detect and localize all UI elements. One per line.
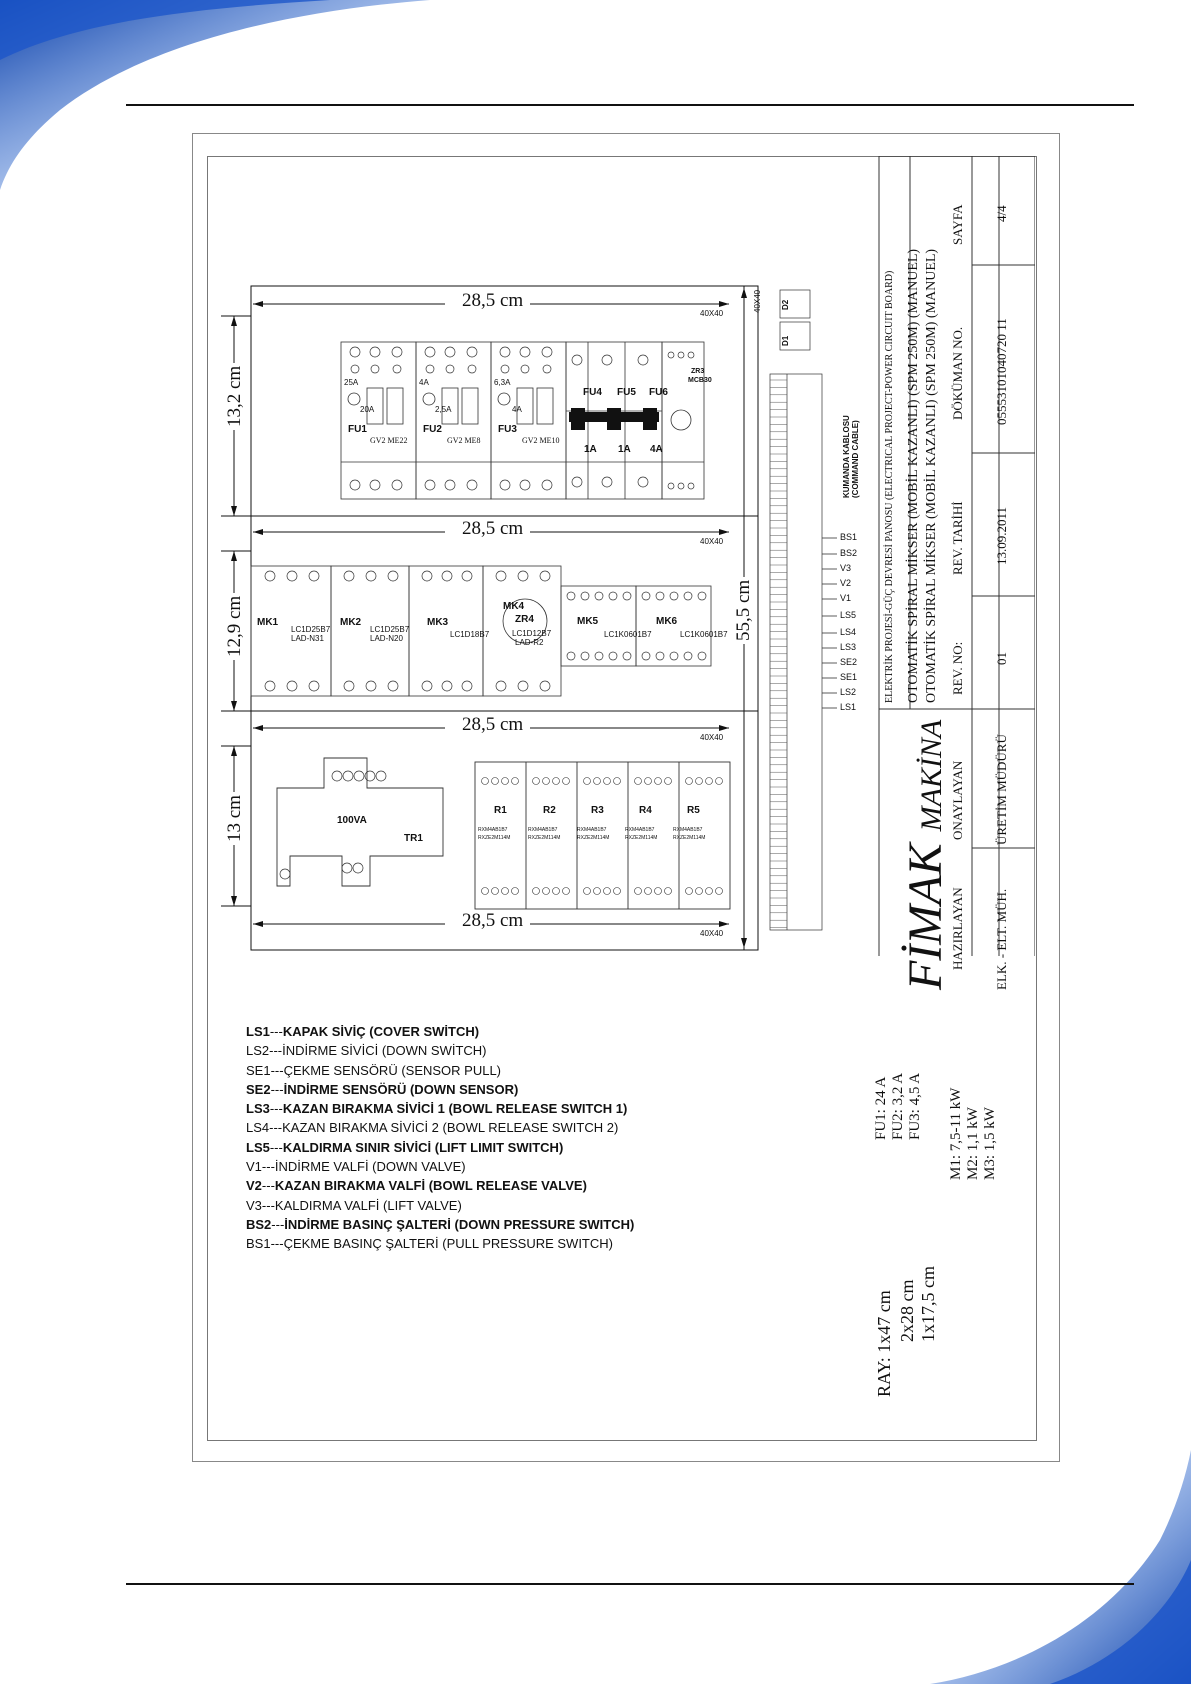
spec-m3: M3: 1,5 kW [982, 1107, 998, 1180]
relay-r1-code: RXM4AB1B7 [478, 827, 508, 833]
transformer-power: 100VA [337, 815, 367, 826]
rail-tag-vertical: 40X40 [753, 289, 762, 313]
fu5-label: FU5 [617, 387, 636, 398]
legend-separator: --- [261, 1159, 275, 1175]
diode-d1: D1 [781, 335, 790, 346]
dim-height-2: 12,9 cm [224, 593, 246, 660]
spec-m2: M2: 1,1 kW [965, 1107, 981, 1180]
out-ls5: LS5 [840, 610, 857, 620]
legend-list [246, 1022, 634, 1254]
fu1-label: FU1 [348, 424, 367, 435]
legend-item [246, 1118, 634, 1137]
page-label: SAYFA [950, 204, 965, 245]
mk1-aux: LAD-N31 [291, 634, 324, 643]
dim-width-top: 28,5 cm [458, 290, 527, 312]
relay-r5-code: RXM4AB1B7 [673, 827, 703, 833]
rail-tag-1: 40X40 [700, 309, 724, 318]
dim-height-1: 13,2 cm [224, 363, 246, 430]
relay-r2-code2: RXZE2M114M [528, 835, 561, 841]
mk3-model: LC1D18B7 [450, 630, 490, 639]
dim-width-2: 28,5 cm [458, 518, 527, 540]
relay-r2-label: R2 [543, 805, 556, 816]
fu1-model: GV2 ME22 [370, 436, 408, 445]
legend-item [246, 1080, 634, 1099]
mk3-label: MK3 [427, 617, 449, 628]
legend-item [246, 1196, 634, 1215]
mk2-aux: LAD-N20 [370, 634, 403, 643]
legend-code: V3 [246, 1197, 262, 1213]
relay-r5-label: R5 [687, 805, 700, 816]
relay-r4-code2: RXZE2M114M [625, 835, 658, 841]
mk2-model: LC1D25B7 [370, 625, 410, 634]
out-se1: SE1 [840, 672, 858, 682]
spec-rail-3: 1x17,5 cm [918, 1266, 938, 1342]
dim-height-total: 55,5 cm [733, 577, 755, 644]
rev-no-value: 01 [994, 652, 1009, 665]
legend-code: LS1 [246, 1024, 270, 1039]
legend-text: İNDİRME BASINÇ ŞALTERİ (DOWN PRESSURE SWITCH) [284, 1216, 635, 1232]
zr4-label: ZR4 [515, 614, 534, 625]
transformer-label: TR1 [404, 833, 423, 844]
legend-text: ÇEKME BASINÇ ŞALTERİ (PULL PRESSURE SWITCH) [283, 1236, 613, 1252]
legend-separator: --- [271, 1216, 285, 1232]
dim-height-3: 13 cm [224, 792, 246, 845]
fu3-model: GV2 ME10 [522, 436, 560, 445]
fu1-range: 20A [360, 405, 375, 414]
fu2-model: GV2 ME8 [447, 436, 481, 445]
legend-item [246, 1099, 634, 1118]
legend-separator: --- [269, 1043, 283, 1059]
mk6-model: LC1K0601B7 [680, 630, 728, 639]
out-ls1: LS1 [840, 702, 857, 712]
company-logo [899, 719, 952, 990]
mk6-label: MK6 [656, 616, 678, 627]
rev-date-label: REV. TARİHİ [950, 501, 965, 575]
fu3-range: 4A [512, 405, 522, 414]
dim-width-3: 28,5 cm [458, 714, 527, 736]
logo-makina: MAKİNA [915, 719, 948, 832]
fu3-label: FU3 [498, 424, 517, 435]
zr3-model: MCB30 [688, 377, 712, 384]
strip-output-leads [822, 538, 837, 708]
out-bs2: BS2 [840, 548, 858, 558]
relay-r2-code: RXM4AB1B7 [528, 827, 558, 833]
legend-item [246, 1022, 634, 1041]
fu6-rating: 4A [650, 444, 663, 455]
legend-text: KAPAK SİVİÇ (COVER SWİTCH) [282, 1024, 480, 1039]
machine-title-2: OTOMATİK SPİRAL MİKSER (MOBİL KAZANLI) (SPM 250M) (MANUEL) [924, 248, 939, 703]
legend-item [246, 1138, 634, 1157]
out-v3: V3 [840, 563, 852, 573]
legend-text: KALDIRMA VALFİ (LIFT VALVE) [274, 1197, 462, 1213]
rail-tag-2: 40X40 [700, 537, 724, 546]
legend-text: KAZAN BIRAKMA VALFİ (BOWL RELEASE VALVE) [274, 1178, 587, 1194]
zr3-label: ZR3 [691, 368, 705, 375]
legend-code: BS1 [246, 1236, 271, 1252]
footer-rule [126, 1583, 1134, 1585]
legend-item [246, 1215, 634, 1234]
out-bs1: BS1 [840, 532, 858, 542]
doc-value: 05553101040720 11 [994, 318, 1009, 425]
approved-label: ONAYLAYAN [950, 760, 965, 840]
legend-separator: --- [269, 1101, 283, 1117]
legend-code: BS2 [246, 1216, 272, 1232]
mk1-model: LC1D25B7 [291, 625, 331, 634]
terminal-strip [770, 290, 822, 930]
fu2-label: FU2 [423, 424, 442, 435]
header-rule [126, 104, 1134, 106]
relay-r4-label: R4 [639, 805, 652, 816]
legend-text: İNDİRME SENSÖRÜ (DOWN SENSOR) [283, 1081, 519, 1097]
strip-ticks [770, 380, 787, 928]
legend-text: KALDIRMA SINIR SİVİCİ (LIFT LIMIT SWITCH) [282, 1139, 564, 1155]
relay-r5-code2: RXZE2M114M [673, 835, 706, 841]
fu1-rating: 25A [344, 378, 359, 387]
fu3-rating: 6,3A [494, 378, 511, 387]
mk5-model: LC1K0601B7 [604, 630, 652, 639]
spec-fu2: FU2: 3,2 A [890, 1072, 906, 1140]
legend-code: LS2 [246, 1043, 270, 1059]
diode-d2: D2 [781, 299, 790, 310]
relay-r1-label: R1 [494, 805, 507, 816]
out-v1: V1 [840, 593, 852, 603]
legend-text: İNDİRME SİVİCİ (DOWN SWİTCH) [282, 1043, 487, 1059]
machine-title-1: OTOMATİK SPİRAL MİKSER (MOBİL KAZANLI) (SPM 250M) (MANUEL) [906, 248, 921, 703]
legend-separator: --- [270, 1081, 284, 1097]
legend-item [246, 1234, 634, 1253]
mk4-aux: LAD-R2 [515, 638, 544, 647]
rev-date-value: 13.09.2011 [994, 506, 1009, 565]
spec-fu3: FU3: 4,5 A [907, 1072, 923, 1140]
fu6-label: FU6 [649, 387, 668, 398]
legend-item [246, 1176, 634, 1195]
legend-code: LS5 [246, 1139, 270, 1155]
mk2-label: MK2 [340, 617, 362, 628]
page-value: 4/4 [994, 205, 1009, 222]
prepared-value: ELK. - ELT. MÜH. [994, 888, 1009, 990]
mk4-label: MK4 [503, 601, 525, 612]
prepared-label: HAZIRLAYAN [950, 887, 965, 970]
legend-text: İNDİRME VALFİ (DOWN VALVE) [274, 1159, 466, 1175]
fu4-label: FU4 [583, 387, 602, 398]
relay-r3-label: R3 [591, 805, 604, 816]
relay-r1-code2: RXZE2M114M [478, 835, 511, 841]
project-title: ELEKTRİK PROJESİ-GÜÇ DEVRESİ PANOSU (ELECTRICAL PROJECT-POWER CIRCUIT BOARD) [884, 270, 895, 703]
legend-text: KAZAN BIRAKMA SİVİCİ 1 (BOWL RELEASE SWITCH 1) [282, 1101, 628, 1117]
legend-code: V2 [246, 1178, 262, 1194]
doc-label: DÖKÜMAN NO. [950, 326, 965, 420]
relay-r3-code2: RXZE2M114M [577, 835, 610, 841]
out-v2: V2 [840, 578, 852, 588]
fu4-rating: 1A [584, 444, 597, 455]
approved-value: ÜRETİM MÜDÜRÜ [994, 734, 1009, 845]
legend-code: LS3 [246, 1101, 270, 1117]
legend-code: SE2 [246, 1081, 271, 1097]
legend-text: ÇEKME SENSÖRÜ (SENSOR PULL) [283, 1062, 502, 1078]
legend-code: SE1 [246, 1062, 271, 1078]
command-cable-label: KUMANDA KABLOSU (COMMAND CABLE) [842, 415, 860, 498]
legend-separator: --- [270, 1236, 284, 1252]
fuse-holder-black [569, 408, 659, 430]
legend-separator: --- [269, 1120, 283, 1136]
spec-m1: M1: 7,5-11 kW [948, 1087, 964, 1180]
dim-width-bottom: 28,5 cm [458, 910, 527, 932]
mk5-label: MK5 [577, 616, 599, 627]
legend-code: V1 [246, 1159, 262, 1175]
fu2-rating: 4A [419, 378, 429, 387]
rev-no-label: REV. NO: [950, 641, 965, 695]
legend-item [246, 1041, 634, 1060]
spec-rail-2: 2x28 cm [897, 1279, 917, 1342]
legend-item [246, 1157, 634, 1176]
section3-components [277, 758, 730, 909]
spec-rail-1: RAY: 1x47 cm [874, 1290, 894, 1397]
out-se2: SE2 [840, 657, 858, 667]
relay-r3-code: RXM4AB1B7 [577, 827, 607, 833]
rail-tag-4: 40X40 [700, 929, 724, 938]
fu2-range: 2,5A [435, 405, 452, 414]
legend-text: KAZAN BIRAKMA SİVİCİ 2 (BOWL RELEASE SWITCH 2) [282, 1120, 619, 1136]
relay-r4-code: RXM4AB1B7 [625, 827, 655, 833]
mk1-label: MK1 [257, 617, 279, 628]
legend-separator: --- [261, 1178, 275, 1194]
legend-separator: --- [269, 1024, 283, 1039]
spec-fu1: FU1: 24 A [873, 1076, 889, 1140]
out-ls4: LS4 [840, 627, 857, 637]
out-ls3: LS3 [840, 642, 857, 652]
mk4-model: LC1D12B7 [512, 629, 552, 638]
out-ls2: LS2 [840, 687, 857, 697]
rail-tag-3: 40X40 [700, 733, 724, 742]
legend-code: LS4 [246, 1120, 270, 1136]
logo-fimak: FİMAK [899, 843, 952, 990]
legend-item [246, 1061, 634, 1080]
legend-separator: --- [270, 1062, 284, 1078]
legend-separator: --- [261, 1197, 275, 1213]
fu5-rating: 1A [618, 444, 631, 455]
legend-separator: --- [269, 1139, 283, 1155]
